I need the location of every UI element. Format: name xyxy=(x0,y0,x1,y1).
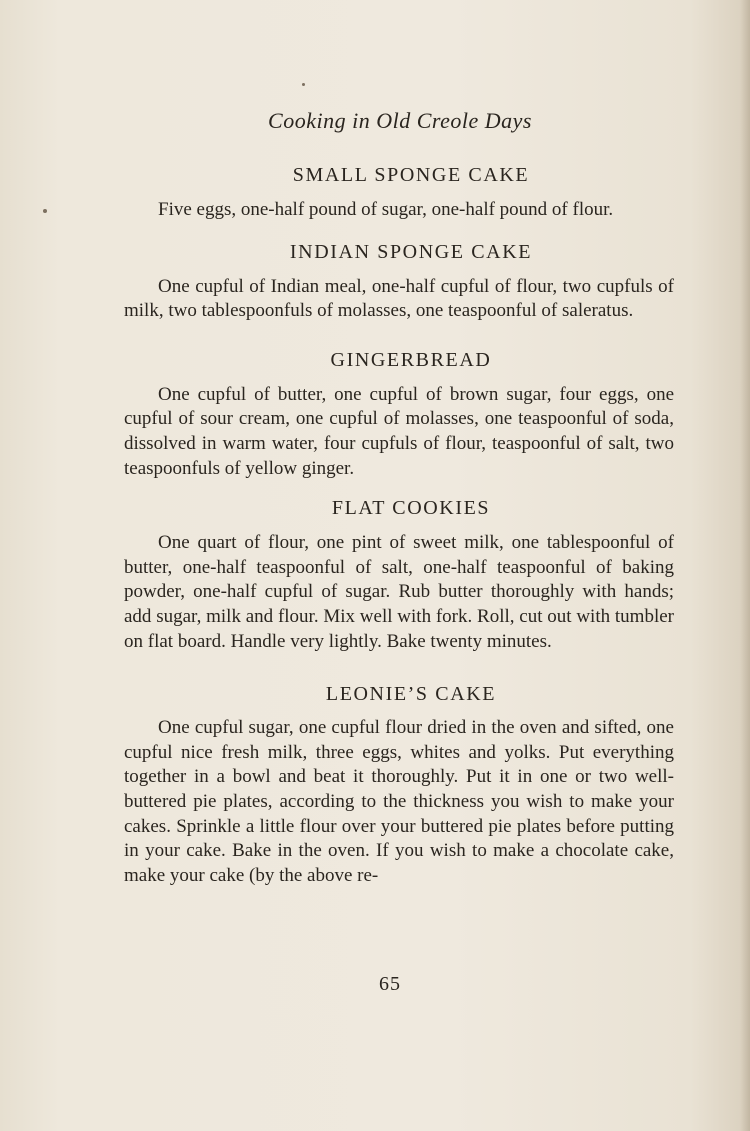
recipe-title: FLAT COOKIES xyxy=(331,497,491,520)
recipe-section xyxy=(124,345,674,481)
paper-speck xyxy=(43,209,47,213)
running-head: Cooking in Old Creole Days xyxy=(268,108,532,133)
page-number: 65 xyxy=(379,973,401,995)
recipe-section xyxy=(124,493,674,654)
recipe-title: LEONIE’S CAKE xyxy=(325,683,497,706)
paper-speck xyxy=(302,83,305,86)
recipe-title: INDIAN SPONGE CAKE xyxy=(289,240,533,263)
recipe-text: One cupful of Indian meal, one-half cupful of flour, two cupfuls of milk, two tablespoonfuls of molasses, one teaspoonful of saleratus. xyxy=(124,275,674,322)
recipe-title: SMALL SPONGE CAKE xyxy=(292,164,530,186)
recipe-text: One quart of flour, one pint of sweet milk, one tablespoonful of butter, one-half teaspoonful of salt, one-half teaspoonful of baking powder, one-half cupful of sugar. Rub butter thoroughly with hands; add sugar, milk and flour. Mix well with fork. Roll, cut out with tumbler on flat board. Handle very lightly. Bake twenty minutes. xyxy=(124,532,674,652)
recipe-text: One cupful sugar, one cupful flour dried in the oven and sifted, one cupful nice fresh milk, three eggs, whites and yolks. Put everything together in a bowl and beat it thoroughly. Put it in one or two well-buttered pie plates, according to the thickness you wish to make your cakes. Sprinkle a little flour over your buttered pie plates before putting in your cake. Bake in the oven. If you wish to make a chocolate cake, make your cake (by the above re- xyxy=(124,717,674,886)
recipe-text: One cupful of butter, one cupful of brown sugar, four eggs, one cupful of sour cream, one cupful of molasses, one teaspoonful of soda, dissolved in warm water, four cupfuls of flour, teaspoonful of salt, two teaspoonfuls of yellow ginger. xyxy=(124,383,674,479)
recipe-section xyxy=(124,679,674,888)
recipe-section xyxy=(124,237,674,324)
recipe-section xyxy=(124,160,674,223)
page-body xyxy=(124,160,674,888)
recipe-title: GINGERBREAD xyxy=(330,348,492,371)
recipe-text: Five eggs, one-half pound of sugar, one-half pound of flour. xyxy=(158,199,614,220)
